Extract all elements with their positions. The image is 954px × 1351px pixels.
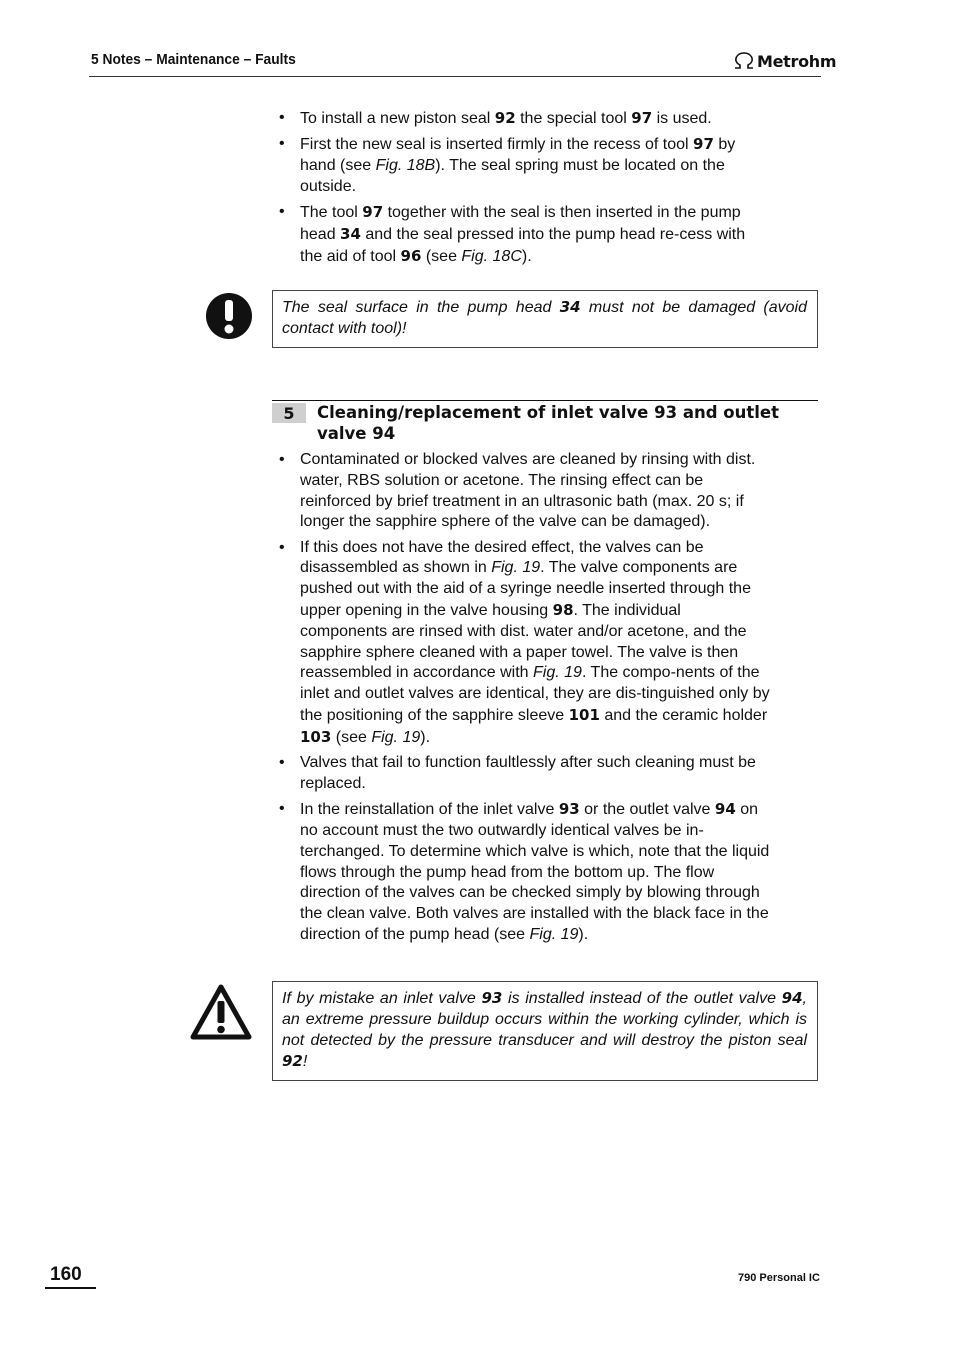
text-run: on no account must the two outwardly identical valves be in-terchanged. To determine which valve is which, note that the liquid flows through the pump head from the bottom up. The flow direction of the valves can be checked simply by blowing through the clean valve. Both valves are installed with the black face in the direction of the pump head (see bbox=[300, 801, 770, 944]
section-bullet-list bbox=[272, 450, 820, 946]
figure-reference: Fig. 18C bbox=[461, 247, 522, 265]
part-reference-number: 93 bbox=[558, 800, 580, 819]
figure-reference: Fig. 19 bbox=[371, 728, 421, 746]
figure-reference: Fig. 19 bbox=[529, 926, 579, 944]
section-number: 5 bbox=[272, 403, 306, 423]
figure-reference: Fig. 19 bbox=[533, 664, 582, 682]
text-run: (see bbox=[331, 728, 372, 746]
list-item bbox=[224, 202, 770, 267]
warning-note-box bbox=[272, 981, 818, 1081]
text-run: together with the seal is then inserted in the pump head bbox=[300, 204, 741, 243]
text-run: In the reinstallation of the inlet valve bbox=[300, 801, 559, 819]
header-rule bbox=[89, 76, 821, 77]
part-reference-number: 103 bbox=[300, 727, 332, 746]
page-number: 160 bbox=[45, 1264, 96, 1289]
text-run: If this does not have the desired effect, the valves can be disassembled as shown in bbox=[300, 538, 704, 577]
part-reference-number: 101 bbox=[568, 706, 600, 725]
text-run: (see bbox=[421, 247, 462, 265]
bullet-icon: • bbox=[279, 800, 285, 818]
text-run: and the ceramic holder bbox=[599, 707, 768, 725]
part-reference-number: 97 bbox=[631, 109, 653, 127]
part-reference-number: 93 bbox=[481, 989, 503, 1007]
section-instructions bbox=[272, 450, 820, 950]
bullet-icon: • bbox=[279, 451, 285, 468]
caution-note-box bbox=[272, 290, 818, 348]
text-run: or the outlet valve bbox=[579, 801, 715, 819]
list-item bbox=[224, 538, 770, 749]
text-run: . The valve components are pushed out with the aid of a syringe needle inserted through the upper opening in the valve housing bbox=[300, 559, 751, 620]
footer-product-name: 790 Personal IC bbox=[738, 1272, 820, 1284]
text-run: the special tool bbox=[515, 110, 632, 127]
figure-reference: Fig. 18B bbox=[375, 157, 436, 175]
text-run: , an extreme pressure buildup occurs within the working cylinder, which is not detected by the pressure transducer and will destroy the piston seal bbox=[282, 990, 807, 1049]
text-run: ). bbox=[420, 728, 431, 746]
part-reference-number: 92 bbox=[282, 1052, 303, 1071]
bullet-icon: • bbox=[279, 135, 285, 153]
bullet-icon: • bbox=[279, 109, 285, 126]
list-item bbox=[224, 450, 770, 533]
text-run: Contaminated or blocked valves are cleaned by rinsing with dist. water, RBS solution or acetone. The rinsing effect can be reinforced by brief treatment in an ultrasonic bath (max. 20 s; if longer the sapphire sphere of the valve can be damaged). bbox=[300, 451, 756, 531]
text-run: Valves that fail to function faultlessly after such cleaning must be replaced. bbox=[300, 754, 756, 792]
part-reference-number: 94 bbox=[714, 800, 736, 819]
top-bullet-list bbox=[272, 108, 820, 268]
running-header-title: 5 Notes – Maintenance – Faults bbox=[91, 51, 296, 68]
metrohm-logo bbox=[733, 50, 836, 72]
text-run: . The individual components are rinsed with dist. water and/or acetone, and the sapphire sphere cleaned with a paper towel. The valve is then reassembled in accordance with bbox=[300, 602, 747, 682]
text-run: To install a new piston seal bbox=[300, 110, 495, 127]
text-run: . The compo-nents of the inlet and outlet valves are identical, they are dis-tinguished only by the positioning of the sapphire sleeve bbox=[300, 664, 770, 725]
text-run: ). The seal spring must be located on the outside. bbox=[300, 157, 725, 195]
list-item bbox=[224, 108, 770, 130]
part-reference-number: 96 bbox=[400, 246, 422, 265]
text-run: is used. bbox=[652, 110, 712, 127]
bullet-icon: • bbox=[279, 203, 285, 221]
logo-text: Metrohm bbox=[757, 51, 837, 71]
text-run: If by mistake an inlet valve bbox=[282, 990, 482, 1007]
top-instructions bbox=[272, 108, 820, 272]
omega-logo-icon bbox=[733, 52, 755, 70]
text-run: must not be damaged (avoid contact with tool)! bbox=[282, 299, 808, 337]
text-run: First the new seal is inserted firmly in the recess of tool bbox=[300, 136, 694, 154]
figure-reference: Fig. 19 bbox=[491, 559, 541, 577]
text-run: is installed instead of the outlet valve bbox=[502, 990, 782, 1007]
part-reference-number: 97 bbox=[693, 135, 714, 154]
list-item bbox=[224, 799, 770, 946]
list-item bbox=[224, 753, 770, 795]
section-rule bbox=[272, 400, 818, 401]
warning-triangle-icon bbox=[190, 984, 252, 1045]
part-reference-number: 34 bbox=[340, 224, 361, 243]
text-run: ). bbox=[578, 926, 589, 944]
part-reference-number: 34 bbox=[559, 298, 581, 316]
part-reference-number: 94 bbox=[781, 989, 803, 1007]
part-reference-number: 98 bbox=[552, 601, 574, 620]
bullet-icon: • bbox=[279, 754, 285, 772]
text-run: ! bbox=[302, 1053, 308, 1071]
section-title: Cleaning/replacement of inlet valve 93 and outlet valve 94 bbox=[317, 403, 779, 443]
part-reference-number: 97 bbox=[362, 203, 384, 222]
text-run: The seal surface in the pump head bbox=[282, 299, 560, 316]
part-reference-number: 92 bbox=[494, 109, 516, 127]
text-run: and the seal pressed into the pump head re-cess with the aid of tool bbox=[300, 225, 746, 265]
list-item bbox=[224, 134, 770, 197]
bullet-icon: • bbox=[279, 538, 285, 556]
exclamation-icon bbox=[205, 292, 253, 345]
text-run: The tool bbox=[300, 204, 363, 222]
text-run: by hand (see bbox=[300, 136, 736, 175]
text-run: ). bbox=[521, 247, 532, 265]
